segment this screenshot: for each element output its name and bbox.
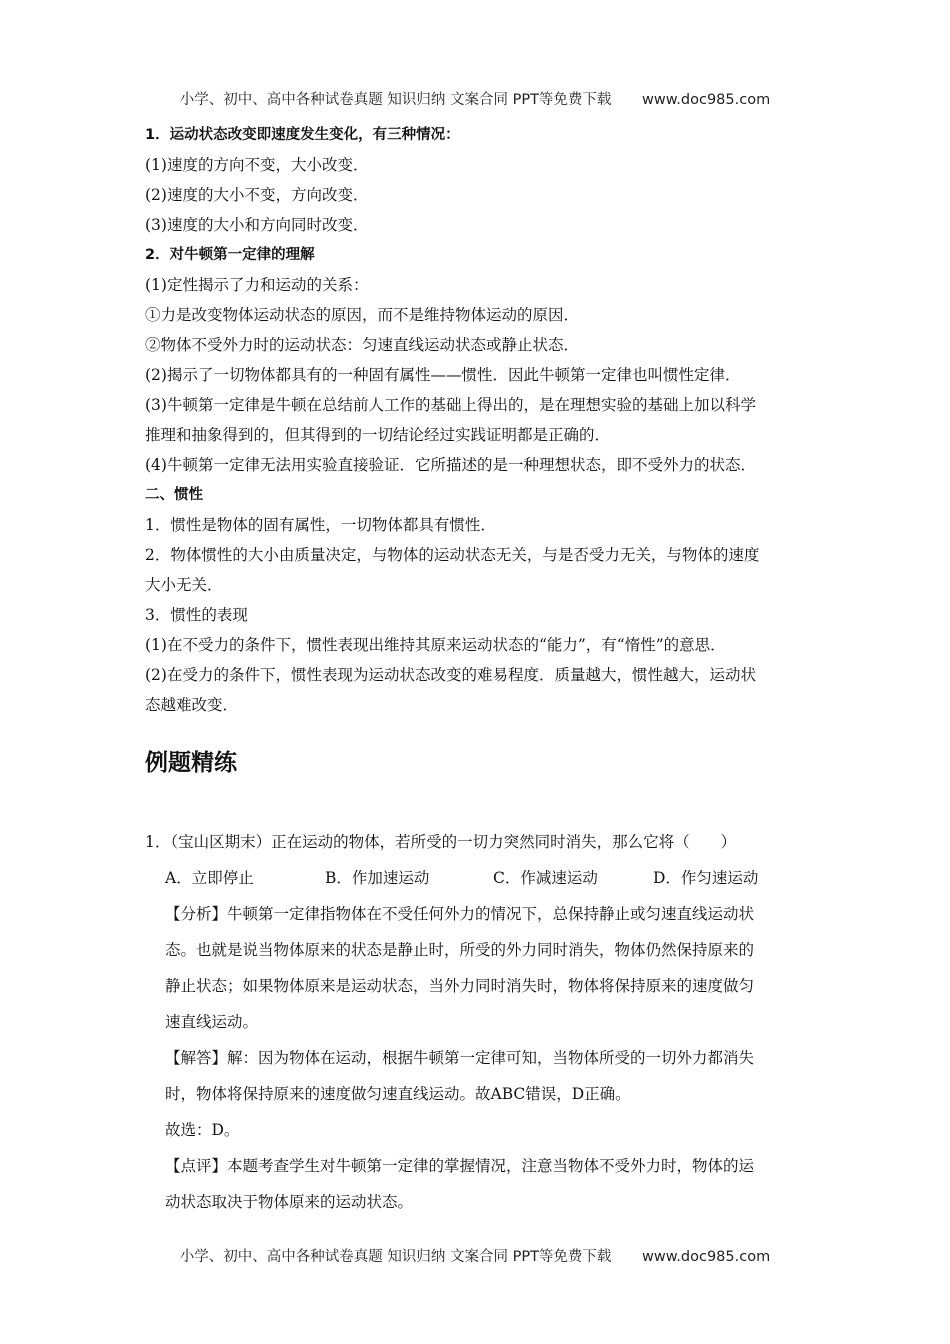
answer-choice: 故选：D。 — [165, 1121, 240, 1139]
notes-line: (1)定性揭示了力和运动的关系： — [145, 276, 369, 294]
notes-line: (2)在受力的条件下，惯性表现为运动状态改变的难易程度．质量越大，惯性越大，运动状 — [145, 666, 756, 684]
notes-line: 2．物体惯性的大小由质量决定，与物体的运动状态无关，与是否受力无关，与物体的速度 — [145, 546, 760, 564]
notes-line: ①力是改变物体运动状态的原因，而不是维持物体运动的原因． — [145, 306, 580, 324]
footer-text: 小学、初中、高中各种试卷真题 知识归纳 文案合同 PPT等免费下载 — [179, 1249, 612, 1265]
comment-line: 动状态取决于物体原来的运动状态。 — [165, 1193, 414, 1211]
header-site-link[interactable]: www.doc985.com — [642, 92, 771, 108]
notes-heading-1: 1．运动状态改变即速度发生变化，有三种情况： — [145, 127, 460, 143]
notes-line: 3．惯性的表现 — [145, 606, 248, 624]
notes-heading-2: 2．对牛顿第一定律的理解 — [145, 247, 315, 263]
question-options — [145, 860, 810, 896]
analysis-line: 【分析】牛顿第一定律指物体在不受任何外力的情况下，总保持静止或匀速直线运动状 — [165, 905, 755, 923]
option-a: A．立即停止 — [165, 869, 254, 887]
notes-line: 大小无关． — [145, 576, 223, 594]
analysis-line: 静止状态；如果物体原来是运动状态，当外力同时消失时，物体将保持原来的速度做匀 — [165, 977, 755, 995]
notes-line: (3)牛顿第一定律是牛顿在总结前人工作的基础上得出的，是在理想实验的基础上加以科学 — [145, 396, 756, 414]
notes-line: 推理和抽象得到的，但其得到的一切结论经过实践证明都是正确的． — [145, 426, 611, 444]
notes-line: ②物体不受外力时的运动状态：匀速直线运动状态或静止状态． — [145, 336, 580, 354]
page-header — [0, 88, 950, 109]
question-1 — [145, 824, 810, 1220]
notes-line: (2)揭示了一切物体都具有的一种固有属性——惯性．因此牛顿第一定律也叫惯性定律． — [145, 366, 741, 384]
notes-line: (3)速度的大小和方向同时改变． — [145, 216, 369, 234]
document-body — [145, 120, 810, 1220]
option-d: D．作匀速运动 — [653, 869, 759, 887]
notes-line: (4)牛顿第一定律无法用实验直接验证．它所描述的是一种理想状态，即不受外力的状态． — [145, 456, 756, 474]
page-footer — [0, 1245, 950, 1266]
header-text: 小学、初中、高中各种试卷真题 知识归纳 文案合同 PPT等免费下载 — [179, 92, 612, 108]
notes-line: (1)速度的方向不变，大小改变． — [145, 156, 369, 174]
notes-line: (2)速度的大小不变，方向改变． — [145, 186, 369, 204]
analysis-line: 态。也就是说当物体原来的状态是静止时，所受的外力同时消失，物体仍然保持原来的 — [165, 941, 755, 959]
inertia-heading: 二、惯性 — [145, 487, 203, 503]
question-stem: 1．（宝山区期末）正在运动的物体，若所受的一切力突然同时消失，那么它将（ ） — [145, 833, 737, 851]
examples-section-title: 例题精练 — [145, 750, 237, 776]
option-c: C．作减速运动 — [493, 869, 598, 887]
footer-site-link[interactable]: www.doc985.com — [642, 1249, 771, 1265]
comment-line: 【点评】本题考查学生对牛顿第一定律的掌握情况，注意当物体不受外力时，物体的运 — [165, 1157, 755, 1175]
notes-line: (1)在不受力的条件下，惯性表现出维持其原来运动状态的“能力”，有“惰性”的意思． — [145, 636, 726, 654]
notes-line: 1．惯性是物体的固有属性，一切物体都具有惯性． — [145, 516, 496, 534]
answer-line: 【解答】解：因为物体在运动，根据牛顿第一定律可知，当物体所受的一切外力都消失 — [165, 1049, 755, 1067]
notes-line: 态越难改变． — [145, 696, 239, 714]
analysis-line: 速直线运动。 — [165, 1013, 259, 1031]
answer-line: 时，物体将保持原来的速度做匀速直线运动。故ABC错误，D正确。 — [165, 1085, 631, 1103]
option-b: B．作加速运动 — [325, 869, 430, 887]
